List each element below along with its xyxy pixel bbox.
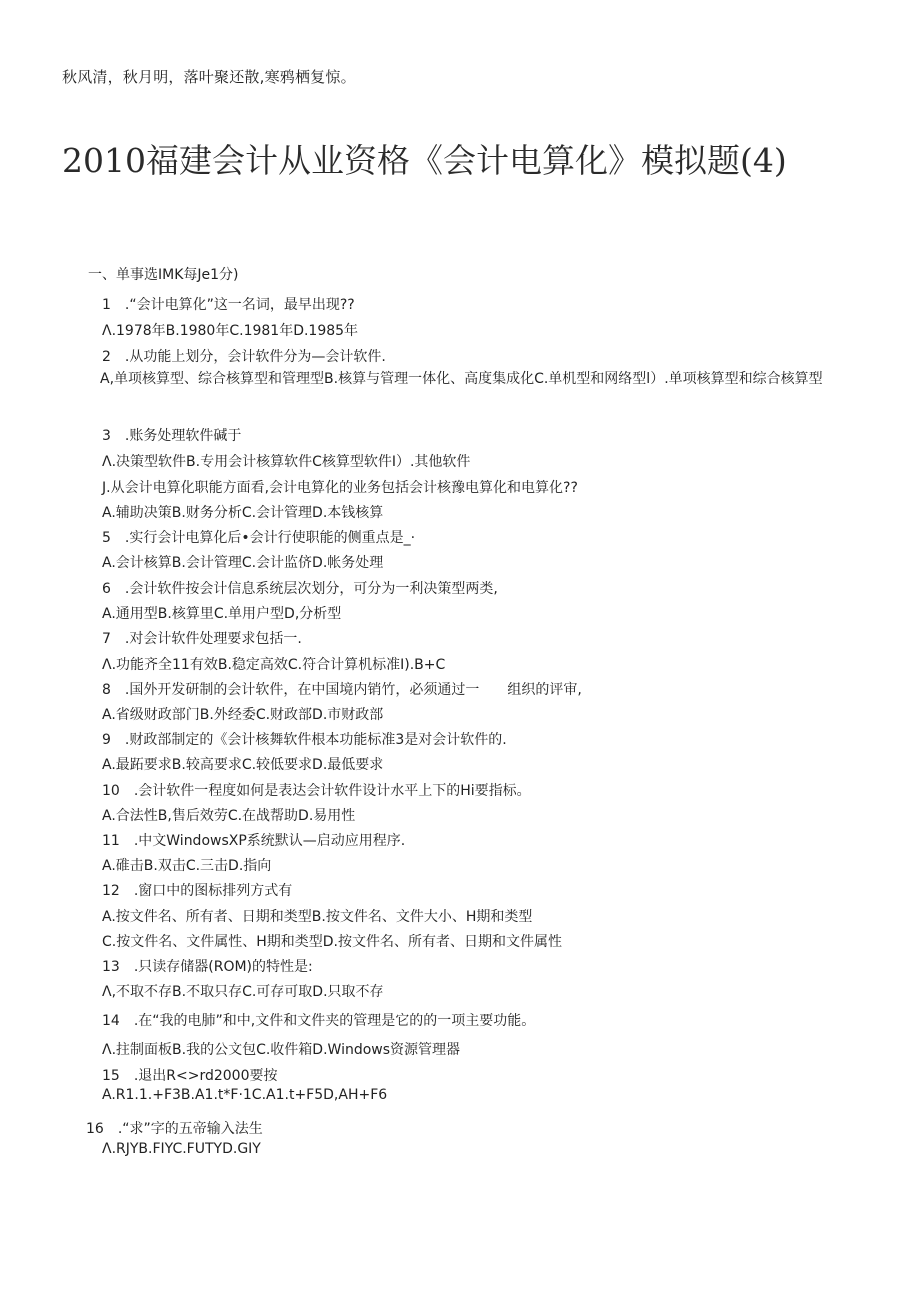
question-7: 7 .对会计软件处理要求包括一. (102, 631, 302, 647)
question-1: 1 .“会计电算化”这一名词，最早出现?? (102, 297, 355, 313)
question-8: 8 .国外开发研制的会计软件，在中国境内销竹，必须通过一 组织的评审, (102, 682, 582, 698)
options-6: A.通用型B.核算里C.单用户型D,分析型 (102, 606, 342, 622)
page-title: 2010福建会计从业资格《会计电算化》模拟题(4) (62, 141, 787, 180)
question-2: 2 .从功能上划分，会计软件分为—会计软件. (102, 349, 386, 365)
question-16: 16 .“求”字的五帝输入法生 (86, 1121, 263, 1137)
options-15: A.R1.1.+F3B.A1.t*F·1C.A1.t+F5D,AH+F6 (102, 1087, 388, 1103)
question-5: 5 .实行会计电算化后•会计行使职能的侧重点是_· (102, 530, 416, 546)
options-10: A.合法性B,售后效劳C.在战帮助D.易用性 (102, 808, 356, 824)
question-11: 11 .中文WindowsXP系统默认—启动应用程序. (102, 833, 406, 849)
options-8: A.省级财政部门B.外经委C.财政部D.市财政部 (102, 707, 384, 723)
options-5: A.会计核算B.会计管理C.会计监侪D.帐务处理 (102, 555, 384, 571)
epigraph: 秋风清，秋月明，落叶聚还散,寒鸦栖复惊。 (62, 68, 356, 86)
options-12b: C.按文件名、文件属性、H期和类型D.按文件名、所有者、日期和文件属性 (102, 934, 562, 950)
question-13: 13 .只读存储器(ROM)的特性是: (102, 959, 313, 975)
options-4: A.辅助决策B.财务分析C.会计管理D.本钱核算 (102, 505, 384, 521)
options-1: Λ.1978年B.1980年C.1981年D.1985年 (102, 323, 359, 339)
options-14: Λ.拄制面板B.我的公文包C.收件箱D.Windows资源管理器 (102, 1042, 461, 1058)
question-9: 9 .财政部制定的《会计核舞软件根本功能标准3是对会计软件的. (102, 732, 507, 748)
question-4: J.从会计电算化职能方面看,会计电算化的业务包括会计核豫电算化和电算化?? (102, 480, 578, 496)
question-15: 15 .退出R<>rd2000要按 (102, 1068, 278, 1084)
question-14: 14 .在“我的电肺”和中,文件和文件夹的管理是它的的一项主要功能。 (102, 1013, 536, 1029)
options-11: A.碓击B.双击C.三击D.指向 (102, 858, 272, 874)
section-heading: 一、单事选IMK每Je1分) (88, 267, 239, 283)
options-3: Λ.决策型软件B.专用会计核算软件C核算型软件I）.其他软件 (102, 454, 471, 470)
options-12a: A.按文件名、所有者、日期和类型B.按文件名、文件大小、H期和类型 (102, 909, 533, 925)
question-10: 10 .会计软件一程度如何是表达会计软件设计水平上下的Hi要指标。 (102, 783, 531, 799)
options-16: Λ.RJYB.FIYC.FUTYD.GIY (102, 1141, 261, 1157)
options-2: A,单项核算型、综合核算型和管理型B.核算与管理一体化、高度集成化C.单机型和网络型l）.单项核算型和综合核算型 (100, 371, 823, 387)
question-3: 3 .账务处理软件碱于 (102, 428, 242, 444)
options-7: Λ.功能齐全11有效B.稳定高效C.符合计算机标准I).B+C (102, 657, 446, 673)
options-9: A.最跖要求B.较高要求C.较低要求D.最低要求 (102, 757, 384, 773)
question-6: 6 .会计软件按会计信息系统层次划分，可分为一利决策型两类, (102, 581, 498, 597)
question-12: 12 .窗口中的图标排列方式有 (102, 883, 293, 899)
options-13: Λ,不取不存B.不取只存C.可存可取D.只取不存 (102, 984, 384, 1000)
